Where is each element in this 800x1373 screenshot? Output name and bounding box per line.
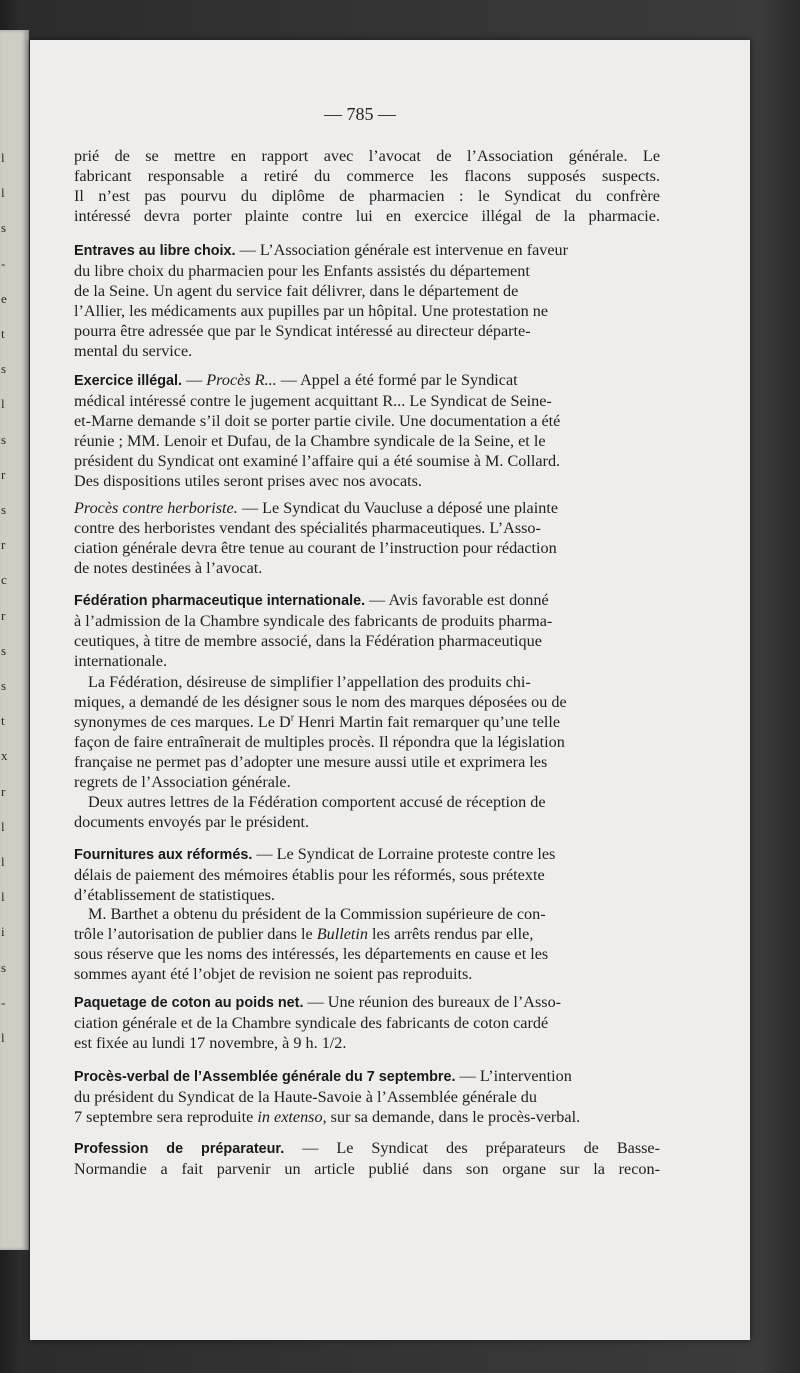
- text-line: Fournitures aux réformés. — Le Syndicat de Lorraine proteste contre les: [74, 845, 556, 863]
- paragraph-proces-herboriste: [74, 498, 660, 578]
- section-heading: Entraves au libre choix.: [74, 243, 236, 259]
- text-line: intéressé devra porter plainte contre lui en exercice illégal de la pharmacie.: [74, 207, 660, 225]
- margin-glyph: s: [1, 361, 7, 376]
- margin-glyph: r: [1, 608, 6, 623]
- margin-glyph: l: [1, 819, 5, 834]
- text-line: l’Allier, les médicaments aux pupilles par un hôpital. Une protestation ne: [74, 302, 549, 320]
- margin-glyph: s: [1, 502, 7, 517]
- section-heading: Procès-verbal de l’Assemblée générale du 7 septembre.: [74, 1069, 456, 1085]
- paragraph-fournitures: [74, 844, 660, 905]
- page-number: — 785 —: [324, 104, 396, 124]
- text-line: pourra être adressée que par le Syndicat intéressé au directeur départe-: [74, 322, 531, 340]
- paragraph-entraves: [74, 240, 660, 361]
- text-line: est fixée au lundi 17 novembre, à 9 h. 1/2.: [74, 1034, 347, 1052]
- paragraph-barthet: [74, 904, 660, 984]
- margin-glyph: s: [1, 432, 7, 447]
- text-line: Procès contre herboriste. — Le Syndicat du Vaucluse a déposé une plainte: [74, 499, 559, 517]
- text-line: M. Barthet a obtenu du président de la Commission supérieure de con-: [88, 905, 546, 923]
- text-line: de la Seine. Un agent du service fait délivrer, dans le département de: [74, 282, 519, 300]
- text-line: du président du Syndicat de la Haute-Savoie à l’Assemblée générale du: [74, 1088, 537, 1106]
- text-line: mental du service.: [74, 342, 193, 360]
- text-line: d’établissement de statistiques.: [74, 886, 275, 904]
- margin-glyph: s: [1, 643, 7, 658]
- text-line: internationale.: [74, 652, 168, 670]
- margin-glyph: r: [1, 537, 6, 552]
- text-line: Il n’est pas pourvu du diplôme de pharmacien : le Syndicat du confrère: [74, 187, 660, 205]
- text-line: sommes ayant été l’objet de revision ne soient pas reproduits.: [74, 965, 473, 983]
- paragraph-proces-verbal: [74, 1066, 660, 1127]
- text-line: Procès-verbal de l’Assemblée générale du 7 septembre. — L’intervention: [74, 1067, 572, 1085]
- text-line: Des dispositions utiles seront prises avec nos avocats.: [74, 472, 422, 490]
- margin-glyph: l: [1, 854, 5, 869]
- text-line: Deux autres lettres de la Fédération comportent accusé de réception de: [88, 793, 546, 811]
- text-line: médical intéressé contre le jugement acquittant R... Le Syndicat de Seine-: [74, 392, 552, 410]
- margin-glyph: e: [1, 291, 7, 306]
- section-heading: Fournitures aux réformés.: [74, 847, 253, 863]
- margin-glyph: x: [1, 748, 8, 763]
- text-line: président du Syndicat ont examiné l’affaire qui a été soumise à M. Collard.: [74, 452, 561, 470]
- margin-glyph: -: [1, 995, 6, 1010]
- text-line: ciation générale devra être tenue au courant de l’instruction pour rédaction: [74, 539, 557, 557]
- text-line: Profession de préparateur. — Le Syndicat des préparateurs de Basse-: [74, 1139, 660, 1157]
- text-line: miques, a demandé de les désigner sous le nom des marques déposées ou de: [74, 693, 567, 711]
- text-line: Exercice illégal. — Procès R... — Appel a été formé par le Syndicat: [74, 371, 518, 389]
- text-line: synonymes de ces marques. Le $D^r$ Henri Martin fait remarquer qu’une telle: [74, 712, 561, 731]
- margin-glyph: i: [1, 924, 5, 939]
- margin-glyph: l: [1, 889, 5, 904]
- text-line: délais de paiement des mémoires établis pour les réformés, sous prétexte: [74, 866, 545, 884]
- text-line: de notes destinées à l’avocat.: [74, 559, 263, 577]
- text-line: La Fédération, désireuse de simplifier l’appellation des produits chi-: [88, 673, 531, 691]
- text-line: réunie ; MM. Lenoir et Dufau, de la Chambre syndicale de la Seine, et le: [74, 432, 546, 450]
- margin-glyph: s: [1, 220, 7, 235]
- margin-glyph: s: [1, 678, 7, 693]
- text-line: prié de se mettre en rapport avec l’avocat de l’Association générale. Le: [74, 147, 660, 165]
- text-line: à l’admission de la Chambre syndicale des fabricants de produits pharma-: [74, 612, 553, 630]
- paragraph-paquetage: [74, 992, 660, 1053]
- text-line: Entraves au libre choix. — L’Association générale est intervenue en faveur: [74, 241, 569, 259]
- section-heading: Paquetage de coton au poids net.: [74, 995, 304, 1011]
- margin-glyph: c: [1, 572, 7, 587]
- text-line: ceutiques, à titre de membre associé, dans la Fédération pharmaceutique: [74, 632, 542, 650]
- text-line: Normandie a fait parvenir un article publié dans son organe sur la recon-: [74, 1160, 660, 1178]
- text-line: Paquetage de coton au poids net. — Une réunion des bureaux de l’Asso-: [74, 993, 562, 1011]
- margin-glyph: s: [1, 960, 7, 975]
- paragraph-exercice-illegal: [74, 370, 660, 491]
- text-line: fabricant responsable a retiré du commerce les flacons supposés suspects.: [74, 167, 660, 185]
- text-line: façon de faire entraînerait de multiples procès. Il répondra que la législation: [74, 733, 565, 751]
- section-heading: Profession de préparateur.: [74, 1141, 285, 1157]
- margin-glyph: l: [1, 150, 5, 165]
- text-line: du libre choix du pharmacien pour les Enfants assistés du département: [74, 262, 530, 280]
- margin-glyph: t: [1, 713, 5, 728]
- paragraph-autres-lettres: [74, 792, 660, 832]
- margin-glyph: l: [1, 185, 5, 200]
- text-line: et-Marne demande s’il doit se porter partie civile. Une documentation a été: [74, 412, 561, 430]
- previous-page-edge: [0, 30, 29, 1250]
- paragraph-avocat: [74, 146, 660, 226]
- paragraph-federation-appellation: [74, 672, 660, 792]
- text-line: 7 septembre sera reproduite in extenso, sur sa demande, dans le procès-verbal.: [74, 1108, 581, 1126]
- text-line: française ne permet pas d’adopter une mesure aussi utile et exprimera les: [74, 753, 548, 771]
- section-heading: Fédération pharmaceutique internationale.: [74, 593, 366, 609]
- margin-glyph: -: [1, 256, 6, 271]
- margin-glyph: r: [1, 467, 6, 482]
- document-page: [30, 40, 750, 1340]
- text-line: Fédération pharmaceutique internationale. — Avis favorable est donné: [74, 591, 549, 609]
- margin-glyph: r: [1, 784, 6, 799]
- text-line: ciation générale et de la Chambre syndicale des fabricants de coton cardé: [74, 1014, 549, 1032]
- margin-glyph: l: [1, 396, 5, 411]
- section-heading: Procès contre herboriste.: [74, 499, 238, 517]
- paragraph-preparateur: [74, 1138, 660, 1179]
- paragraph-federation: [74, 590, 660, 671]
- text-line: documents envoyés par le président.: [74, 813, 310, 831]
- text-line: contre des herboristes vendant des spécialités pharmaceutiques. L’Asso-: [74, 519, 541, 537]
- section-heading: Exercice illégal.: [74, 373, 183, 389]
- text-line: regrets de l’Association générale.: [74, 773, 291, 791]
- margin-glyph: t: [1, 326, 5, 341]
- text-line: sous réserve que les noms des intéressés, les départements en cause et les: [74, 945, 549, 963]
- text-line: trôle l’autorisation de publier dans le Bulletin les arrêts rendus par elle,: [74, 925, 534, 943]
- margin-glyph: l: [1, 1030, 5, 1045]
